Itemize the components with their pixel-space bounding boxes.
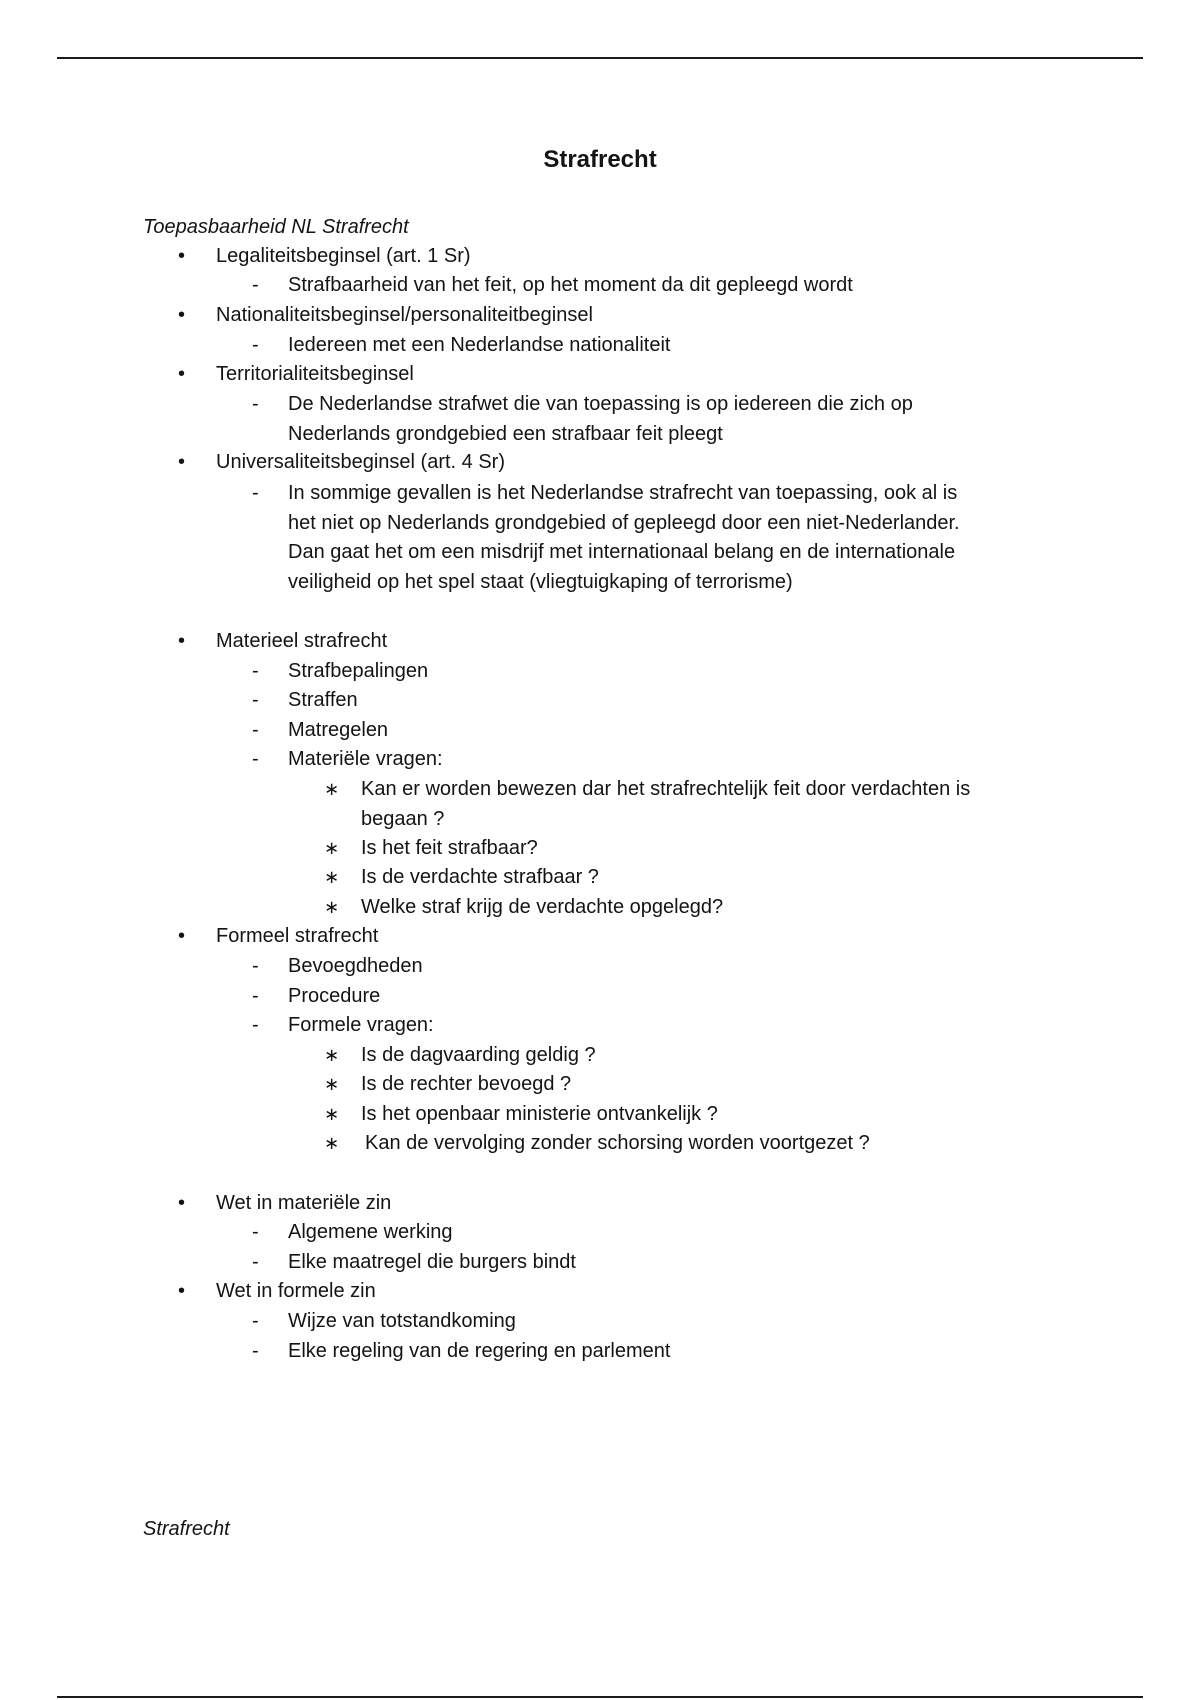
question-item: Kan er worden bewezen dar het strafrechtelijk feit door verdachten is xyxy=(361,778,971,800)
bullet-marker: • xyxy=(178,245,186,267)
dash-marker: - xyxy=(252,1221,259,1243)
footer-rule xyxy=(57,1696,1143,1698)
bullet-marker: • xyxy=(178,363,186,385)
sub-list-item: De Nederlandse strafwet die van toepassing is op iedereen die zich op xyxy=(288,393,913,415)
dash-marker: - xyxy=(252,274,259,296)
dash-marker: - xyxy=(252,689,259,711)
dash-marker: - xyxy=(252,1014,259,1036)
dash-marker: - xyxy=(252,393,259,415)
dash-marker: - xyxy=(252,482,259,504)
dash-marker: - xyxy=(252,1310,259,1332)
star-marker: ∗ xyxy=(324,838,340,858)
sub-list-item-continuation: Nederlands grondgebied een strafbaar feit pleegt xyxy=(288,423,723,445)
sub-list-item-continuation: het niet op Nederlands grondgebied of gepleegd door een niet-Nederlander. xyxy=(288,512,960,534)
sub-list-item: Formele vragen: xyxy=(288,1014,434,1036)
bullet-marker: • xyxy=(178,630,186,652)
question-item: Is de dagvaarding geldig ? xyxy=(361,1044,596,1066)
question-item: Is het openbaar ministerie ontvankelijk ? xyxy=(361,1103,718,1125)
sub-list-item: Algemene werking xyxy=(288,1221,453,1243)
bullet-marker: • xyxy=(178,925,186,947)
dash-marker: - xyxy=(252,660,259,682)
star-marker: ∗ xyxy=(324,1045,340,1065)
question-item-continuation: begaan ? xyxy=(361,808,445,830)
page-title: Strafrecht xyxy=(543,146,657,173)
list-item: Materieel strafrecht xyxy=(216,630,388,652)
star-marker: ∗ xyxy=(324,779,340,799)
sub-list-item: Straffen xyxy=(288,689,358,711)
star-marker: ∗ xyxy=(324,1074,340,1094)
question-item: Is de verdachte strafbaar ? xyxy=(361,866,599,888)
dash-marker: - xyxy=(252,1340,259,1362)
sub-list-item: Bevoegdheden xyxy=(288,955,423,977)
list-item: Wet in materiële zin xyxy=(216,1192,392,1214)
question-item: Is de rechter bevoegd ? xyxy=(361,1073,572,1095)
star-marker: ∗ xyxy=(324,1104,340,1124)
question-item: Welke straf krijg de verdachte opgelegd? xyxy=(361,896,724,918)
list-item: Wet in formele zin xyxy=(216,1280,376,1302)
bullet-marker: • xyxy=(178,304,186,326)
list-item: Territorialiteitsbeginsel xyxy=(216,363,414,385)
footer-heading: Strafrecht xyxy=(143,1518,230,1540)
sub-list-item: Elke maatregel die burgers bindt xyxy=(288,1251,576,1273)
sub-list-item: Elke regeling van de regering en parlement xyxy=(288,1340,671,1362)
section-heading: Toepasbaarheid NL Strafrecht xyxy=(143,216,409,238)
list-item: Formeel strafrecht xyxy=(216,925,379,947)
sub-list-item: Strafbepalingen xyxy=(288,660,429,682)
sub-list-item: Wijze van totstandkoming xyxy=(288,1310,516,1332)
bullet-marker: • xyxy=(178,1280,186,1302)
list-item: Legaliteitsbeginsel (art. 1 Sr) xyxy=(216,245,471,267)
dash-marker: - xyxy=(252,334,259,356)
bullet-marker: • xyxy=(178,451,186,473)
star-marker: ∗ xyxy=(324,1133,340,1153)
sub-list-item-continuation: veiligheid op het spel staat (vliegtuigkaping of terrorisme) xyxy=(288,571,793,593)
dash-marker: - xyxy=(252,1251,259,1273)
list-item: Nationaliteitsbeginsel/personaliteitbeginsel xyxy=(216,304,593,326)
dash-marker: - xyxy=(252,719,259,741)
star-marker: ∗ xyxy=(324,897,340,917)
sub-list-item: Matregelen xyxy=(288,719,389,741)
question-item: Is het feit strafbaar? xyxy=(361,837,538,859)
bullet-marker: • xyxy=(178,1192,186,1214)
star-marker: ∗ xyxy=(324,867,340,887)
dash-marker: - xyxy=(252,985,259,1007)
dash-marker: - xyxy=(252,748,259,770)
sub-list-item: Iedereen met een Nederlandse nationaliteit xyxy=(288,334,671,356)
list-item: Universaliteitsbeginsel (art. 4 Sr) xyxy=(216,451,505,473)
sub-list-item: Procedure xyxy=(288,985,381,1007)
dash-marker: - xyxy=(252,955,259,977)
question-item: Kan de vervolging zonder schorsing worden voortgezet ? xyxy=(365,1132,870,1154)
sub-list-item: Materiële vragen: xyxy=(288,748,443,770)
sub-list-item: Strafbaarheid van het feit, op het moment da dit gepleegd wordt xyxy=(288,274,853,296)
sub-list-item-continuation: Dan gaat het om een misdrijf met internationaal belang en de internationale xyxy=(288,541,956,563)
sub-list-item: In sommige gevallen is het Nederlandse strafrecht van toepassing, ook al is xyxy=(288,482,958,504)
